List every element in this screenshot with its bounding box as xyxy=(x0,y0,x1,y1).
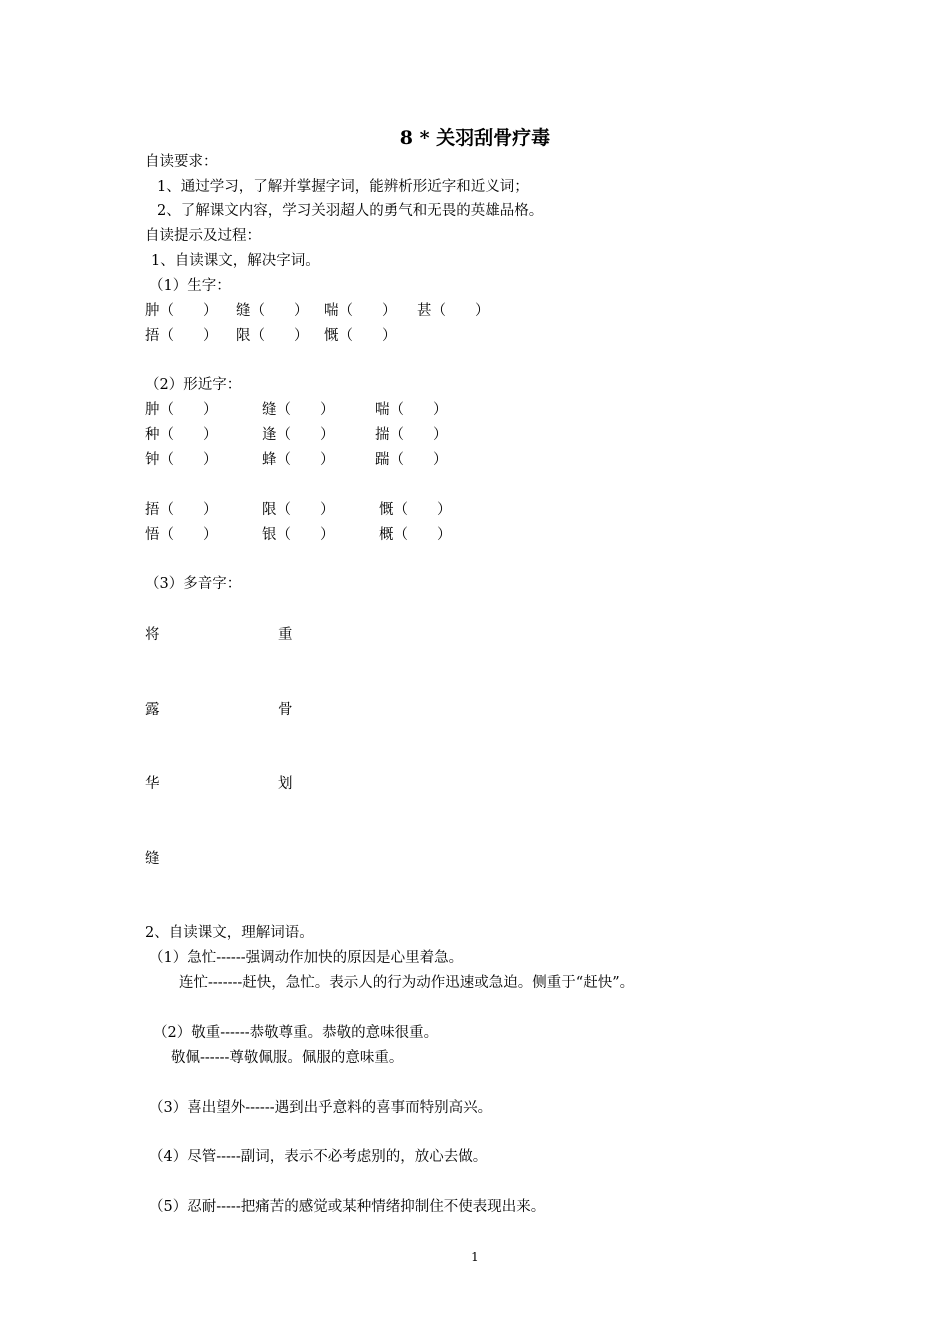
new-char-item: 捂（ ） xyxy=(145,328,218,344)
word-definition: 连忙-------赶快，急忙。表示人的行为动作迅速或急迫。侧重于“赶快”。 xyxy=(179,975,635,991)
polyphone-char: 重 xyxy=(278,627,293,643)
new-char-item: 甚（ ） xyxy=(417,303,490,319)
word-definition: （2）敬重------恭敬尊重。恭敬的意味很重。 xyxy=(153,1025,439,1041)
polyphone-char: 划 xyxy=(278,776,293,792)
new-char-item: 肿（ ） xyxy=(145,303,218,319)
new-char-item: 喘（ ） xyxy=(324,303,397,319)
similar-char-item: 捂（ ） xyxy=(145,502,218,518)
similar-char-item: 钟（ ） xyxy=(145,452,218,468)
word-definition: （4）尽管-----副词，表示不必考虑别的，放心去做。 xyxy=(149,1149,488,1165)
words-heading: 2、自读课文，理解词语。 xyxy=(145,925,314,941)
similar-char-item: 银（ ） xyxy=(262,527,335,543)
new-char-item: 限（ ） xyxy=(236,328,309,344)
page-number: 1 xyxy=(471,1250,479,1264)
step-1: 1、自读课文，解决字词。 xyxy=(151,253,320,269)
similar-char-item: 缝（ ） xyxy=(262,402,335,418)
polyphone-char: 华 xyxy=(145,776,160,792)
new-chars-heading: （1）生字： xyxy=(149,278,231,294)
requirements-heading: 自读要求： xyxy=(145,154,218,170)
similar-char-item: 揣（ ） xyxy=(375,427,448,443)
new-char-item: 慨（ ） xyxy=(324,328,397,344)
new-char-item: 缝（ ） xyxy=(236,303,309,319)
word-definition: 敬佩------尊敬佩服。佩服的意味重。 xyxy=(171,1050,404,1066)
process-heading: 自读提示及过程： xyxy=(145,228,261,244)
polyphone-char: 将 xyxy=(145,627,160,643)
polyphones-heading: （3）多音字： xyxy=(145,576,242,592)
similar-char-item: 限（ ） xyxy=(262,502,335,518)
requirement-2: 2、了解课文内容，学习关羽超人的勇气和无畏的英雄品格。 xyxy=(157,203,544,219)
polyphone-char: 露 xyxy=(145,702,160,718)
similar-char-item: 肿（ ） xyxy=(145,402,218,418)
polyphone-char: 骨 xyxy=(278,702,293,718)
similar-char-item: 种（ ） xyxy=(145,427,218,443)
similar-char-item: 蜂（ ） xyxy=(262,452,335,468)
requirement-1: 1、通过学习，了解并掌握字词，能辨析形近字和近义词； xyxy=(157,179,529,195)
similar-char-item: 慨（ ） xyxy=(379,502,452,518)
similar-char-item: 喘（ ） xyxy=(375,402,448,418)
page-title: 8 * 关羽刮骨疗毒 xyxy=(399,127,551,149)
word-definition: （3）喜出望外------遇到出乎意料的喜事而特别高兴。 xyxy=(149,1100,493,1116)
similar-char-item: 逢（ ） xyxy=(262,427,335,443)
word-definition: （5）忍耐-----把痛苦的感觉或某种情绪抑制住不使表现出来。 xyxy=(149,1199,546,1215)
polyphone-char: 缝 xyxy=(145,851,160,867)
similar-char-item: 踹（ ） xyxy=(375,452,448,468)
word-definition: （1）急忙------强调动作加快的原因是心里着急。 xyxy=(149,950,464,966)
similar-chars-heading: （2）形近字： xyxy=(145,377,242,393)
similar-char-item: 概（ ） xyxy=(379,527,452,543)
similar-char-item: 悟（ ） xyxy=(145,527,218,543)
